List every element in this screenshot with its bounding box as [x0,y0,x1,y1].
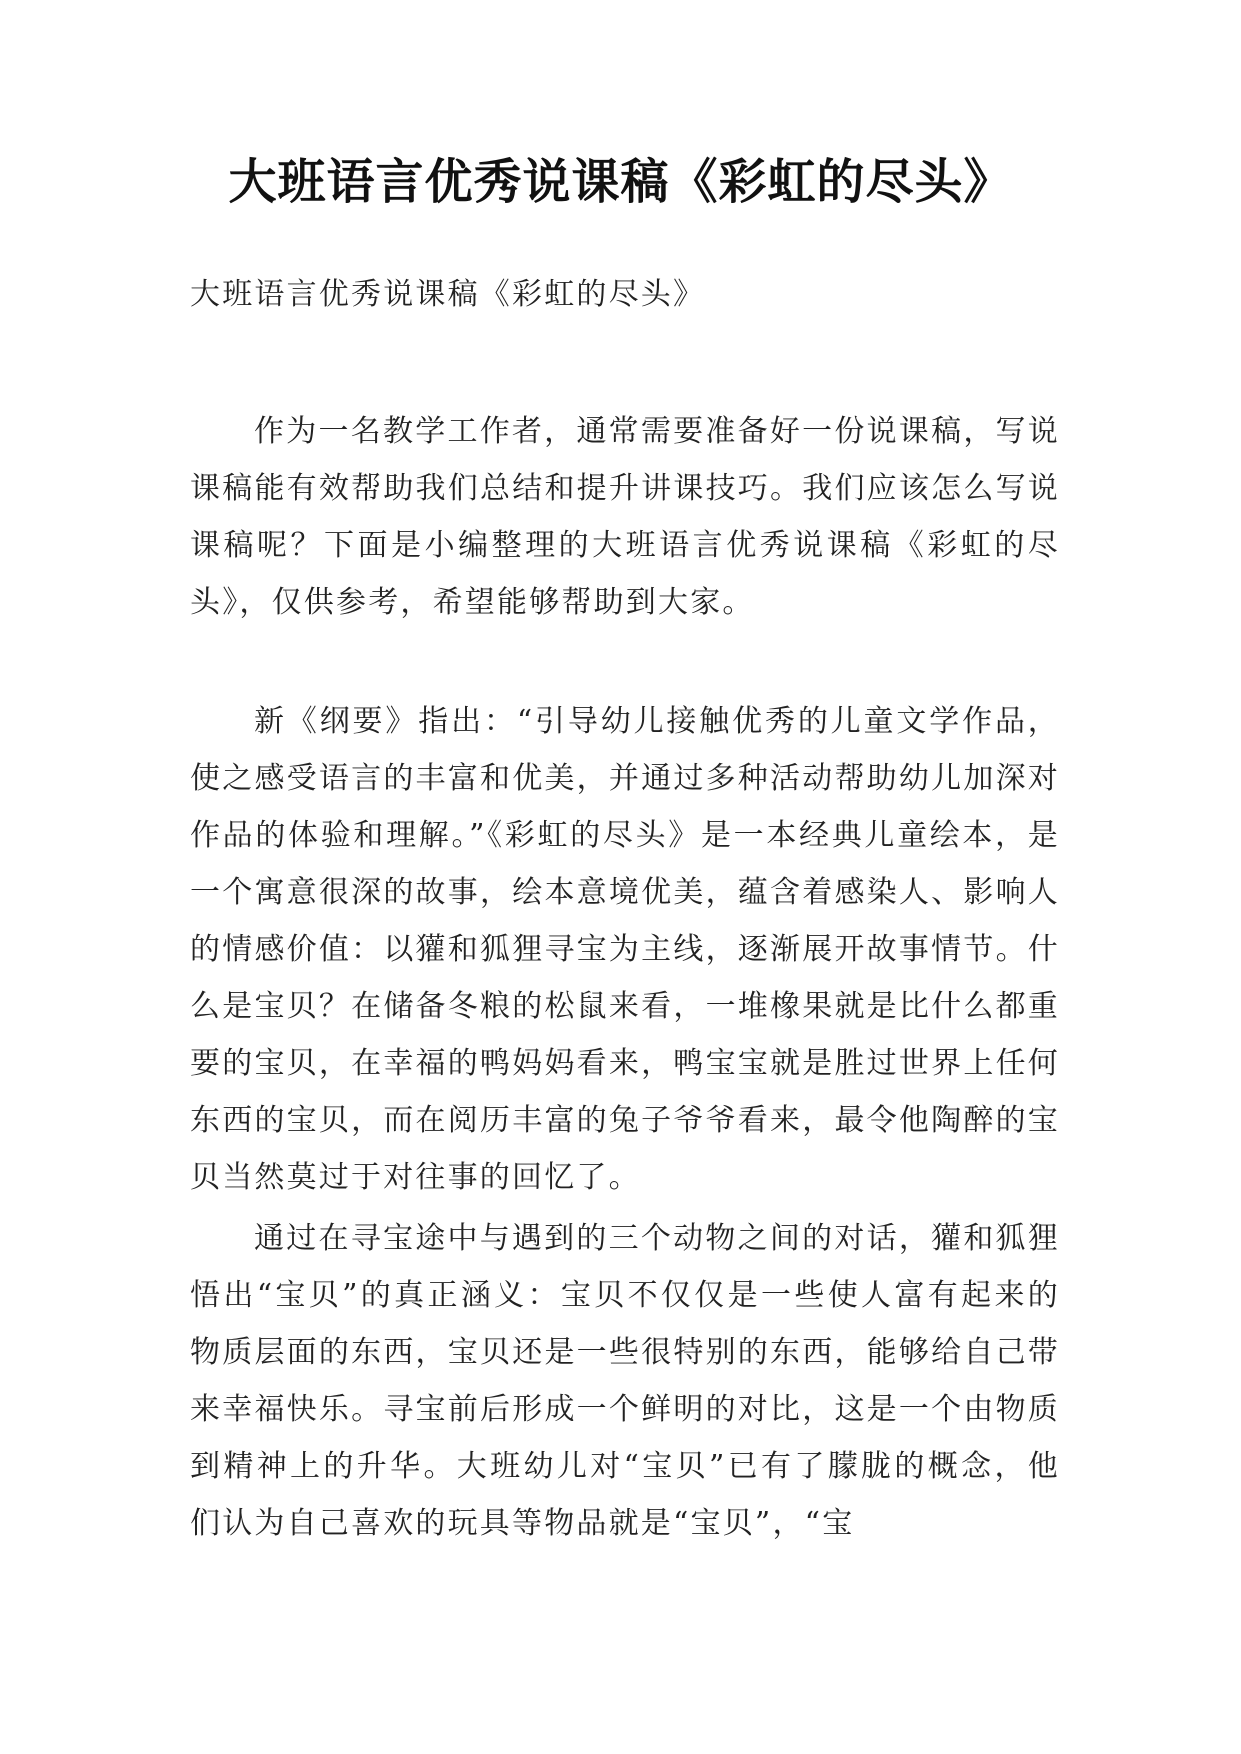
paragraph-outline [190,693,1060,1206]
paragraph-text: 新《纲要》指出：“引导幼儿接触优秀的儿童文学作品，使之感受语言的丰富和优美，并通过多种活动帮助幼儿加深对作品的体验和理解。”《彩虹的尽头》是一本经典儿童绘本，是一个寓意很深的故事，绘本意境优美，蕴含着感染人、影响人的情感价值：以獾和狐狸寻宝为主线，逐渐展开故事情节。什么是宝贝？在储备冬粮的松鼠来看，一堆橡果就是比什么都重要的宝贝，在幸福的鸭妈妈看来，鸭宝宝就是胜过世界上任何东西的宝贝，而在阅历丰富的兔子爷爷看来，最令他陶醉的宝贝当然莫过于对往事的回忆了。 [190,704,1060,1195]
document-subtitle: 大班语言优秀说课稿《彩虹的尽头》 [190,277,706,312]
paragraph-text: 通过在寻宝途中与遇到的三个动物之间的对话，獾和狐狸悟出“宝贝”的真正涵义：宝贝不仅仅是一些使人富有起来的物质层面的东西，宝贝还是一些很特别的东西，能够给自己带来幸福快乐。寻宝前后形成一个鲜明的对比，这是一个由物质到精神上的升华。大班幼儿对“宝贝”已有了朦胧的概念，他们认为自己喜欢的玩具等物品就是“宝贝”，“宝 [190,1221,1060,1541]
paragraph-intro [190,403,1060,631]
paragraph-dialogue [190,1210,1060,1552]
paragraph-text: 作为一名教学工作者，通常需要准备好一份说课稿，写说课稿能有效帮助我们总结和提升讲课技巧。我们应该怎么写说课稿呢？下面是小编整理的大班语言优秀说课稿《彩虹的尽头》，仅供参考，希望能够帮助到大家。 [190,414,1060,620]
document-title: 大班语言优秀说课稿《彩虹的尽头》 [228,154,1013,210]
